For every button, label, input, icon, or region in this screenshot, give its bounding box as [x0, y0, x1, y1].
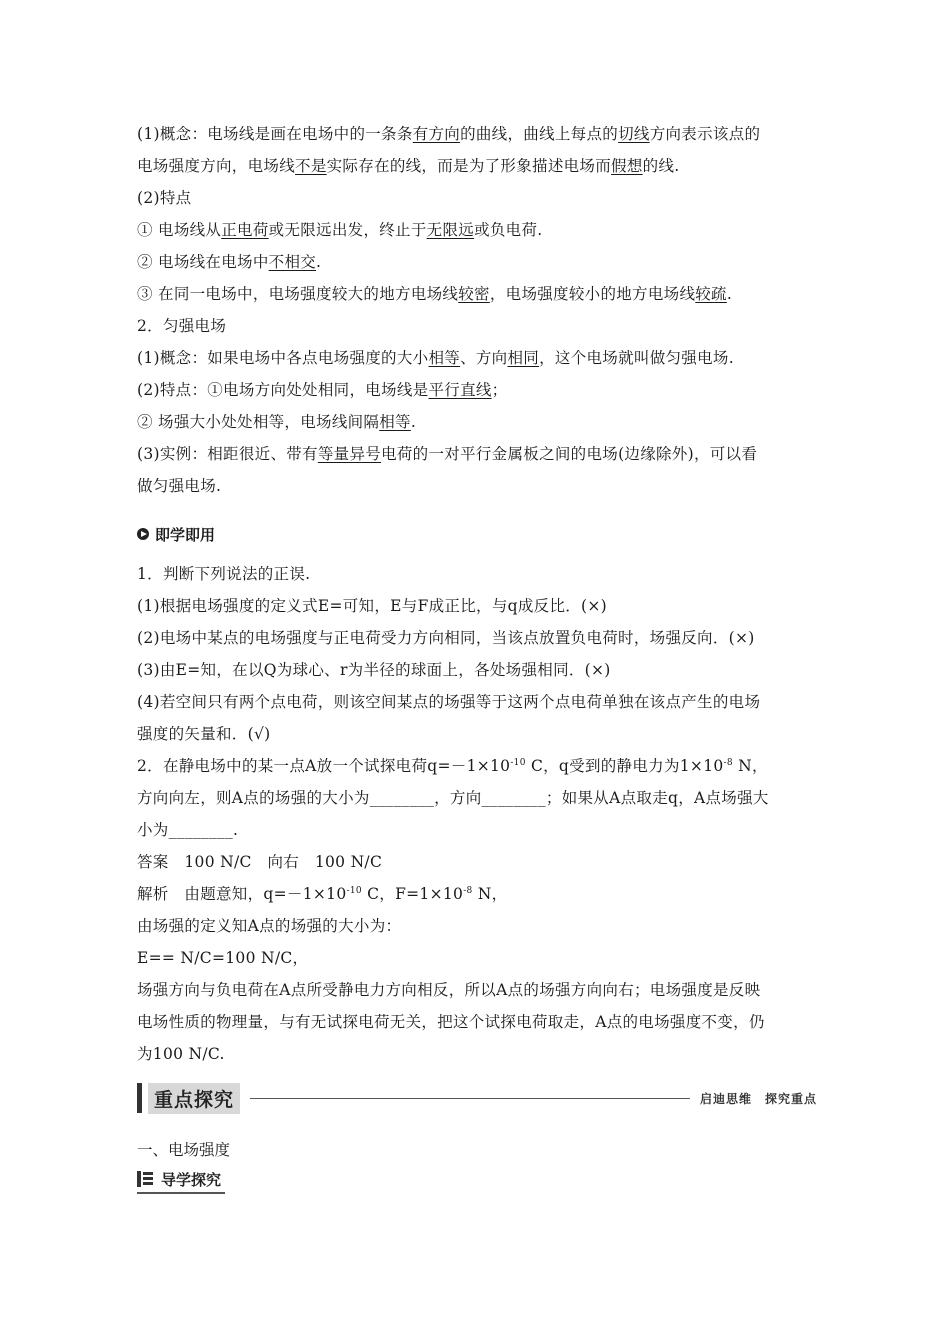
- text: C，q受到的静电力为1×10: [525, 757, 724, 775]
- banner-title: 重点探究: [148, 1083, 240, 1114]
- text: N，: [732, 757, 768, 775]
- text: 或无限远出发，终止于: [268, 221, 427, 239]
- text: 2．在静电场中的某一点A放一个试探电荷q=－1×10: [137, 757, 511, 775]
- fill-answer: 有方向: [412, 125, 461, 143]
- analysis-line: [137, 878, 817, 910]
- concept-line: [137, 374, 817, 406]
- fill-answer: 正电荷: [221, 221, 269, 239]
- analysis-line: 电场性质的物理量，与有无试探电荷无关，把这个试探电荷取走，A点的电场强度不变，仍: [137, 1013, 765, 1031]
- text: (1)概念：电场线是画在电场中的一条条: [137, 125, 413, 143]
- fill-answer: 不是: [295, 157, 327, 175]
- exponent: -10: [346, 886, 362, 896]
- question-line: 小为________.: [137, 821, 239, 839]
- fill-answer: 无限远: [426, 221, 475, 239]
- concept-line: [137, 214, 817, 246]
- text: ，这个电场就叫做匀强电场.: [539, 349, 734, 367]
- concept-line: (2)特点: [137, 189, 192, 207]
- text: ③ 在同一电场中，电场强度较大的地方电场线: [137, 285, 459, 303]
- list-icon: [137, 1171, 153, 1187]
- analysis-line: 由场强的定义知A点的场强的大小为：: [137, 917, 402, 935]
- concept-line: [137, 118, 817, 150]
- answer-line: 答案 100 N/C 向右 100 N/C: [137, 853, 383, 871]
- text: .: [726, 285, 733, 303]
- exponent: -10: [510, 758, 526, 768]
- text: ② 场强大小处处相等，电场线间隔: [137, 413, 380, 431]
- fill-answer: 相等: [428, 349, 461, 367]
- text: 方向表示该点的: [649, 125, 761, 143]
- practice-heading-label: 即学即用: [155, 525, 216, 544]
- text: (3)实例：相距很近、带有: [137, 445, 318, 463]
- document-body: [137, 118, 817, 1070]
- question-line: (2)电场中某点的电场强度与正电荷受力方向相同，当该点放置负电荷时，场强反向．(×): [137, 629, 755, 647]
- analysis-line: 场强方向与负电荷在A点所受静电力方向相反，所以A点的场强方向向右；电场强度是反映: [137, 981, 761, 999]
- text: N，: [472, 885, 508, 903]
- concept-line: 做匀强电场.: [137, 477, 222, 495]
- text: 电场强度方向，电场线: [137, 157, 296, 175]
- concept-line: [137, 278, 817, 310]
- analysis-line: E== N/C=100 N/C，: [137, 949, 309, 967]
- text: ；: [491, 381, 508, 399]
- concept-line: [137, 246, 817, 278]
- fill-answer: 不相交: [268, 253, 317, 271]
- text: 的曲线，曲线上每点的: [460, 125, 619, 143]
- concept-line: [137, 438, 817, 470]
- text: 电荷的一对平行金属板之间的电场(边缘除外)，可以看: [381, 445, 758, 463]
- question-line: 强度的矢量和．(√): [137, 725, 271, 743]
- fill-answer: 切线: [618, 125, 650, 143]
- fill-answer: 较密: [458, 285, 490, 303]
- text: .: [410, 413, 417, 431]
- concept-line: [137, 150, 817, 182]
- text: 解析 由题意知，q=－1×10: [137, 885, 347, 903]
- banner-bar: [137, 1083, 142, 1113]
- exponent: -8: [463, 886, 473, 896]
- fill-answer: 假想: [611, 157, 643, 175]
- question-line: [137, 750, 817, 782]
- text: (2)特点：①电场方向处处相同，电场线是: [137, 381, 429, 399]
- banner-subtitle: 启迪思维 探究重点: [699, 1091, 817, 1106]
- practice-heading: [137, 516, 817, 552]
- fill-answer: 平行直线: [428, 381, 492, 399]
- text: 的线.: [642, 157, 680, 175]
- text: ② 电场线在电场中: [137, 253, 269, 271]
- question-line: 方向向左，则A点的场强的大小为________，方向________；如果从A点取走q，A点场强大: [137, 789, 769, 807]
- banner-rule: [250, 1098, 690, 1099]
- question-line: (4)若空间只有两个点电荷，则该空间某点的场强等于这两个点电荷单独在该点产生的电场: [137, 693, 761, 711]
- text: 实际存在的线，而是为了形象描述电场而: [326, 157, 612, 175]
- concept-line: 2．匀强电场: [137, 317, 227, 335]
- text: .: [316, 253, 322, 271]
- exponent: -8: [723, 758, 733, 768]
- play-circle-icon: [137, 528, 149, 540]
- question-line: 1．判断下列说法的正误.: [137, 565, 311, 583]
- subsection-label: 导学探究: [161, 1170, 222, 1189]
- question-line: (1)根据电场强度的定义式E=可知，E与F成正比，与q成反比．(×): [137, 597, 608, 615]
- concept-line: [137, 342, 817, 374]
- text: 、方向: [460, 349, 508, 367]
- section-heading: 一、电场强度: [137, 1141, 231, 1159]
- fill-answer: 相等: [379, 413, 411, 431]
- subsection-heading: [137, 1166, 225, 1194]
- fill-answer: 较疏: [695, 285, 727, 303]
- text: 或负电荷.: [474, 221, 543, 239]
- text: C，F=1×10: [361, 885, 464, 903]
- fill-answer: 相同: [507, 349, 540, 367]
- section-banner: [137, 1082, 817, 1114]
- text: (1)概念：如果电场中各点电场强度的大小: [137, 349, 429, 367]
- question-line: (3)由E=知，在以Q为球心、r为半径的球面上，各处场强相同．(×): [137, 661, 611, 679]
- text: ① 电场线从: [137, 221, 222, 239]
- text: ，电场强度较小的地方电场线: [489, 285, 696, 303]
- spacer: [137, 502, 817, 516]
- analysis-line: 为100 N/C.: [137, 1045, 225, 1063]
- concept-line: [137, 406, 817, 438]
- fill-answer: 等量异号: [317, 445, 382, 463]
